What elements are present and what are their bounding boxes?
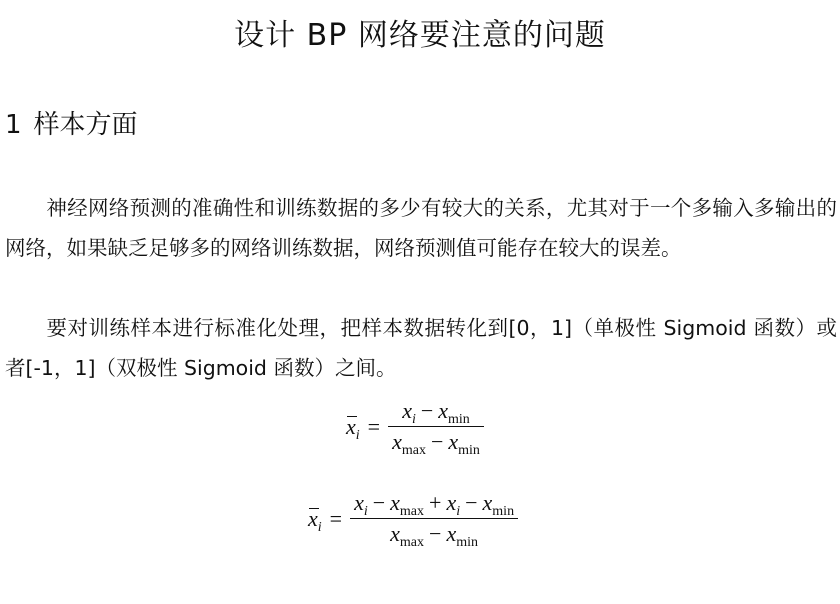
section-title: 样本方面 — [33, 110, 138, 140]
overline — [347, 416, 357, 417]
numerator: $x_i - x_{min}$ — [402, 398, 470, 427]
formula-lhs: $x_i$ — [308, 505, 322, 535]
page-title: 设计 BP 网络要注意的问题 — [234, 18, 606, 53]
fraction — [388, 396, 484, 457]
section-number: 1 — [5, 110, 22, 140]
paragraph-2-text: 要对训练样本进行标准化处理，把样本数据转化到[0，1]（单极性 Sigmoid 函数）或者[-1，1]（双极性 Sigmoid 函数）之间。 — [5, 316, 837, 380]
fraction — [350, 488, 518, 549]
numerator: $x_i - x_{max} + x_i - x_{min}$ — [354, 490, 515, 519]
overline — [309, 508, 319, 509]
denominator: $x_{max} - x_{min}$ — [392, 429, 480, 458]
section-heading — [5, 104, 138, 141]
paragraph-1-text: 神经网络预测的准确性和训练数据的多少有较大的关系，尤其对于一个多输入多输出的网络，如果缺乏足够多的网络训练数据，网络预测值可能存在较大的误差。 — [5, 196, 837, 260]
denominator: $x_{max} - x_{min}$ — [390, 521, 478, 550]
formula-normalize-0-1 — [346, 396, 484, 457]
paragraph-2 — [5, 308, 837, 388]
formula-lhs: $x_i$ — [346, 413, 360, 443]
equals-sign: = — [367, 413, 381, 439]
equals-sign: = — [329, 505, 343, 531]
paragraph-1 — [5, 188, 837, 268]
formula-normalize-neg1-1 — [308, 488, 518, 549]
